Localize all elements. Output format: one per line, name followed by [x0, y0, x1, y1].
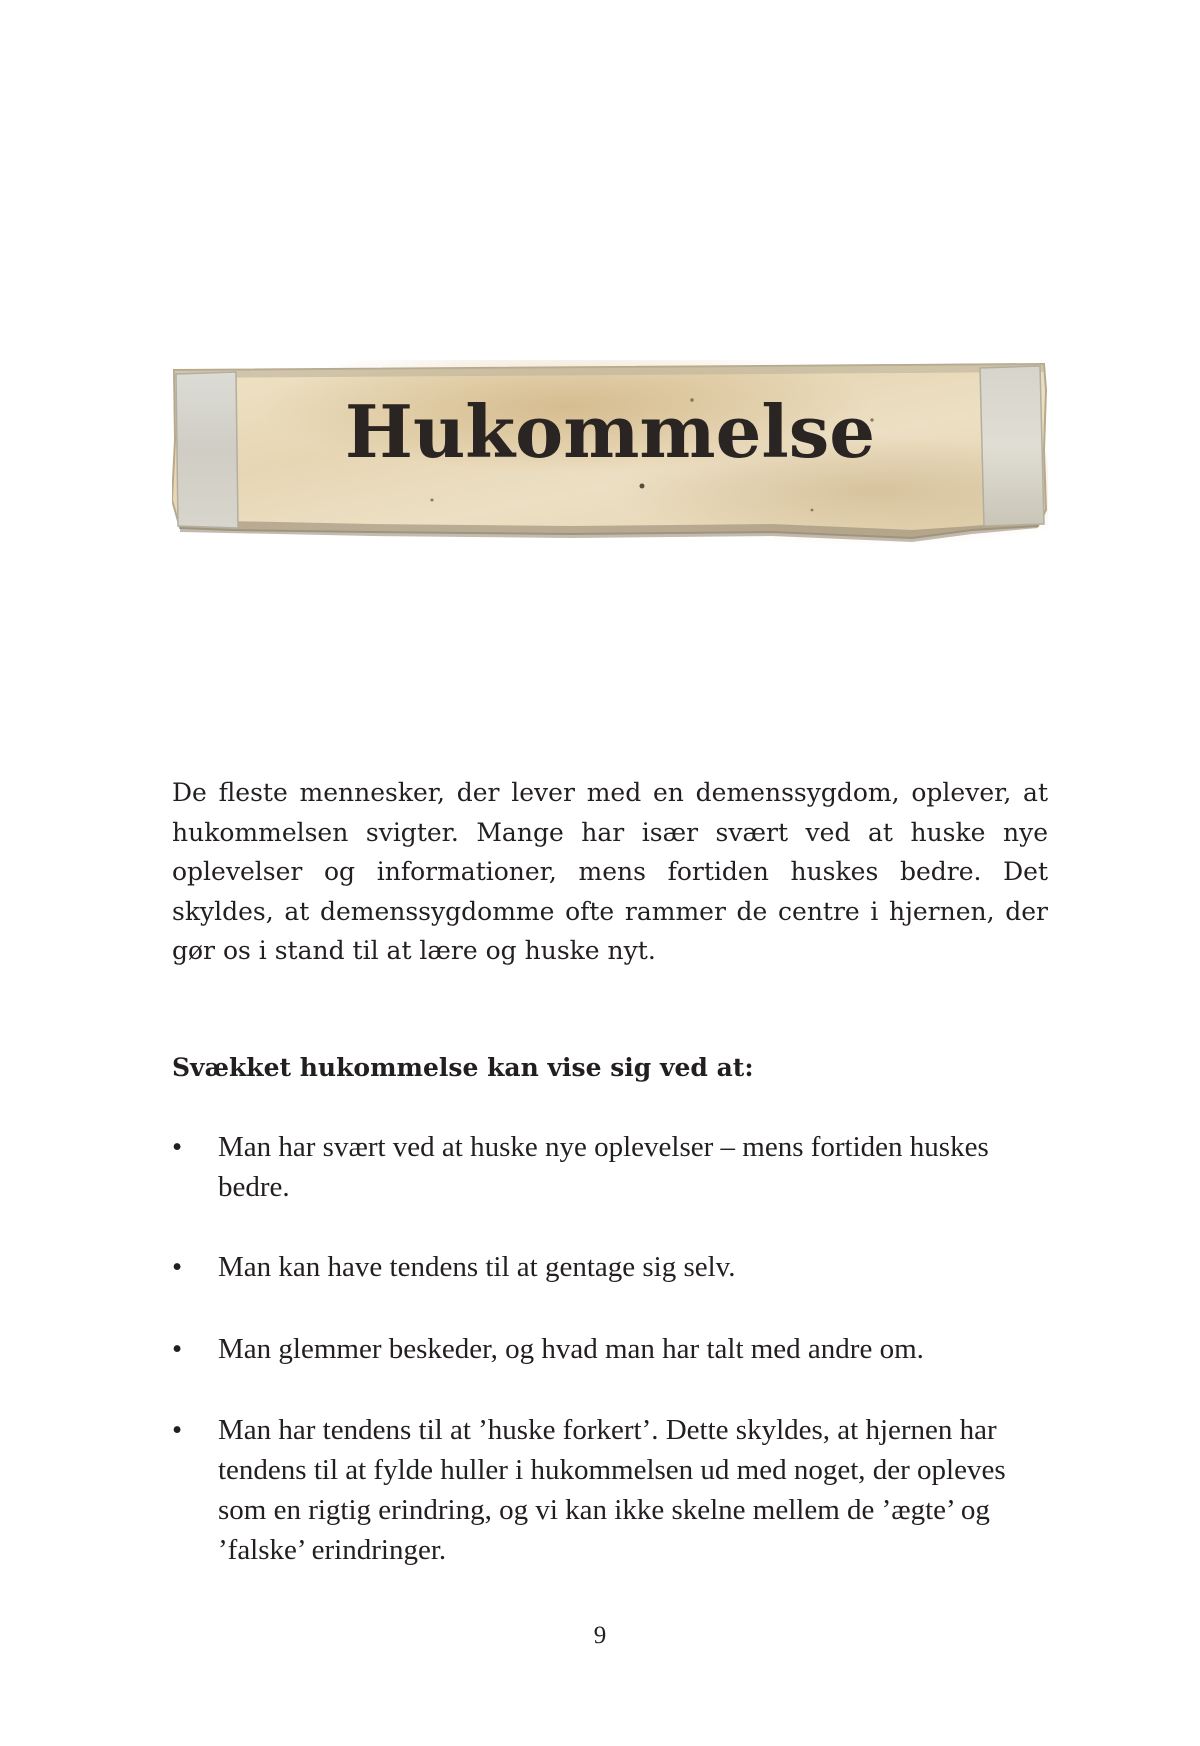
list-item	[172, 1329, 1048, 1369]
list-item-text: Man glemmer beskeder, og hvad man har talt med andre om.	[218, 1333, 924, 1365]
section-subheading: Svækket hukommelse kan vise sig ved at:	[172, 1053, 754, 1082]
list-item-text: Man har svært ved at huske nye oplevelser – mens fortiden huskes bedre.	[218, 1131, 989, 1203]
bullet-icon: •	[172, 1333, 183, 1365]
list-item	[172, 1410, 1048, 1570]
bullet-icon: •	[172, 1131, 183, 1163]
intro-paragraph: De fleste mennesker, der lever med en demenssygdom, oplever, at hukommelsen svigter. Mange har især svært ved at huske nye oplevelser og informationer, mens fortiden huskes bedre. Det skyldes, at demenssygdomme ofte rammer de centre i hjernen, der gør os i stand til at lære og huske nyt.	[172, 778, 1048, 965]
list-item	[172, 1247, 1048, 1287]
list-item-text: Man kan have tendens til at gentage sig selv.	[218, 1251, 736, 1283]
list-item	[172, 1127, 1048, 1207]
symptom-list	[172, 1127, 1048, 1610]
bullet-icon: •	[172, 1414, 183, 1446]
page-title: Hukommelse	[344, 389, 876, 474]
title-banner	[172, 360, 1048, 546]
list-item-text: Man har tendens til at ’huske forkert’. Dette skyldes, at hjernen har tendens til at fylde huller i hukommelsen ud med noget, der opleves som en rigtig erindring, og vi kan ikke skelne mellem de ’ægte’ og ’falske’ erindringer.	[218, 1414, 1006, 1566]
bullet-icon: •	[172, 1251, 183, 1283]
page-number: 9	[593, 1622, 607, 1649]
